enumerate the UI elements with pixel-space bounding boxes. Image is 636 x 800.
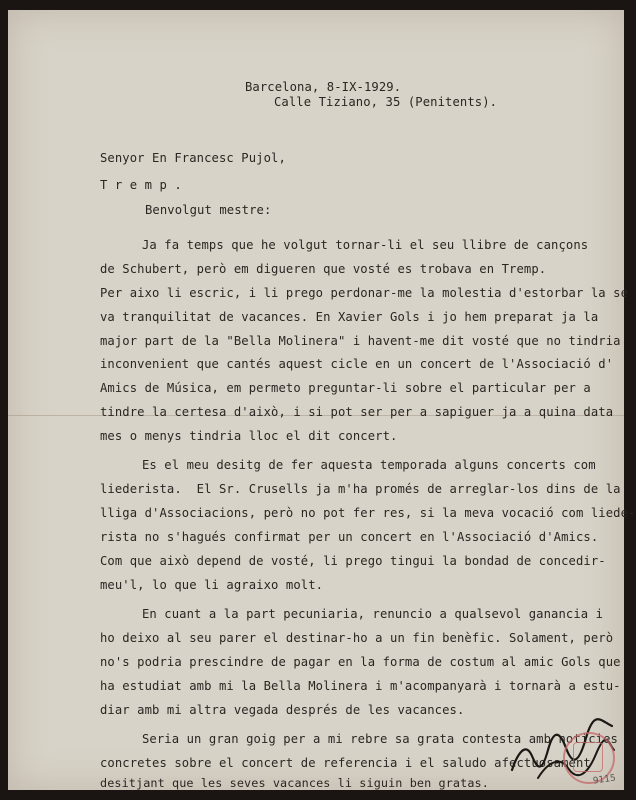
archive-number: 9115 [592,773,617,787]
body-line: diar amb mi altra vegada després de les vacances. [100,703,465,717]
body-line: Ja fa temps que he volgut tornar-li el seu llibre de cançons [142,238,589,252]
body-line: ha estudiat amb mi la Bella Molinera i m'acompanyarà i tornarà a estu- [100,679,621,693]
body-line: Com que això depend de vosté, li prego tingui la bondad de concedir- [100,554,606,568]
body-line: Per aixo li escric, i li prego perdonar-me la molestia d'estorbar la se [100,286,629,300]
body-line: liederista. El Sr. Crusells ja m'ha promés de arreglar-los dins de la [100,482,621,496]
recipient-place: T r e m p . [100,178,182,192]
letter-address: Calle Tiziano, 35 (Penitents). [274,95,498,109]
body-line: Seria un gran goig per a mi rebre sa grata contesta amb noticies [142,732,618,746]
body-line: Es el meu desitg de fer aquesta temporada alguns concerts com [142,458,596,472]
letter-date: Barcelona, 8-IX-1929. [245,80,402,94]
body-line: lliga d'Associacions, però no pot fer res, si la meva vocació com liede- [100,506,636,520]
letter-page [8,10,636,790]
archive-stamp-emblem [573,742,603,772]
body-line: concretes sobre el concert de referencia i el saludo afectuosament [100,756,591,770]
body-line: meu'l, lo que li agraixo molt. [100,578,324,592]
body-line: rista no s'hagués confirmat per un concert en l'Associació d'Amics. [100,530,599,544]
salutation: Benvolgut mestre: [145,203,272,217]
body-line: major part de la "Bella Molinera" i havent-me dit vosté que no tindria [100,334,621,348]
body-line: de Schubert, però em digueren que vosté es trobava en Tremp. [100,262,547,276]
body-line: va tranquilitat de vacances. En Xavier Gols i jo hem preparat ja la [100,310,599,324]
recipient-name: Senyor En Francesc Pujol, [100,151,286,165]
body-line: desitjant que les seves vacances li siguin ben gratas. [100,776,489,790]
body-line: Amics de Música, em permeto preguntar-li sobre el particular per a [100,381,591,395]
body-line: mes o menys tindria lloc el dit concert. [100,429,398,443]
body-line: En cuant a la part pecuniaria, renuncio a qualsevol ganancia i [142,607,604,621]
body-line: inconvenient que cantés aquest cicle en un concert de l'Associació d' [100,357,614,371]
body-line: ho deixo al seu parer el destinar-ho a un fin benèfic. Solament, però [100,631,614,645]
body-line: tindre la certesa d'això, i si pot ser per a sapiguer ja a quina data [100,405,614,419]
body-line: no's podria prescindre de pagar en la forma de costum al amic Gols que [100,655,621,669]
